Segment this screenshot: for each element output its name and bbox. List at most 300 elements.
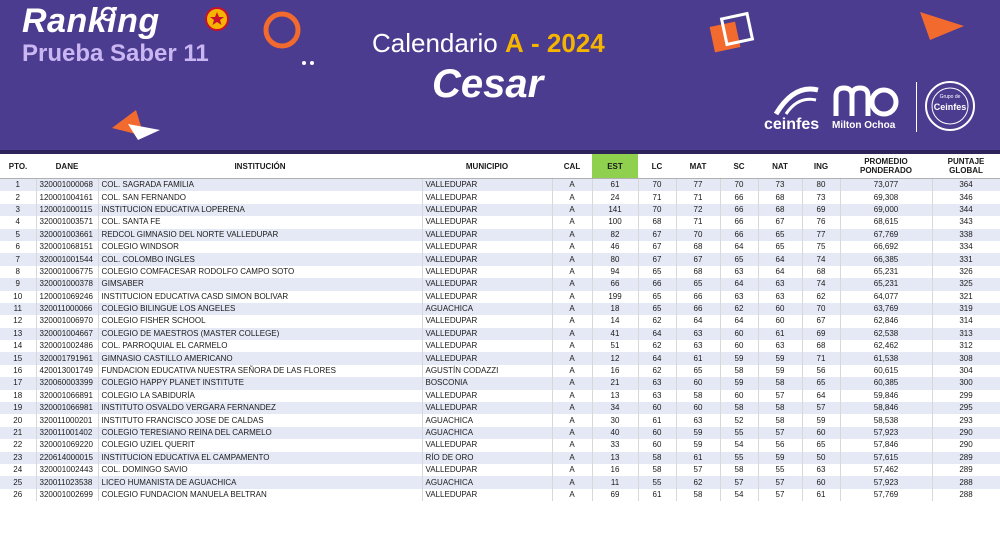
table-cell: VALLEDUPAR [422, 204, 552, 216]
column-header[interactable]: INSTITUCIÓN [98, 154, 422, 179]
table-cell: 289 [932, 464, 1000, 476]
table-cell: 70 [638, 179, 676, 192]
table-cell: 66,385 [840, 253, 932, 265]
table-cell: 326 [932, 266, 1000, 278]
table-cell: 57 [758, 489, 802, 501]
table-cell: 20 [0, 414, 36, 426]
table-cell: 343 [932, 216, 1000, 228]
table-cell: REDCOL GIMNASIO DEL NORTE VALLEDUPAR [98, 229, 422, 241]
table-cell: 65 [638, 266, 676, 278]
table-cell: 62,846 [840, 315, 932, 327]
calendario-label: Calendario [372, 28, 498, 58]
table-cell: 68 [676, 266, 720, 278]
table-cell: FUNDACION EDUCATIVA NUESTRA SEÑORA DE LAS FLORES [98, 365, 422, 377]
table-cell: 25 [0, 476, 36, 488]
table-cell: 60 [758, 315, 802, 327]
table-cell: 59 [676, 439, 720, 451]
table-cell: 65,231 [840, 266, 932, 278]
table-row[interactable] [0, 452, 1000, 464]
table-cell: 72 [676, 204, 720, 216]
table-row[interactable] [0, 464, 1000, 476]
table-cell: 15 [0, 352, 36, 364]
table-cell: 17 [0, 377, 36, 389]
table-cell: VALLEDUPAR [422, 229, 552, 241]
table-cell: 52 [720, 414, 758, 426]
table-cell: 1 [0, 179, 36, 192]
table-cell: 63 [758, 291, 802, 303]
table-cell: COL. SAN FERNANDO [98, 191, 422, 203]
table-cell: 59 [720, 377, 758, 389]
column-header[interactable]: MUNICIPIO [422, 154, 552, 179]
table-cell: VALLEDUPAR [422, 489, 552, 501]
table-cell: INSTITUCION EDUCATIVA LOPERENA [98, 204, 422, 216]
table-cell: 70 [676, 229, 720, 241]
seal-main-text: Ceinfes [933, 102, 967, 112]
table-cell: VALLEDUPAR [422, 291, 552, 303]
table-cell: 295 [932, 402, 1000, 414]
decorative-triangle-icon [910, 8, 970, 44]
table-cell: 58 [758, 377, 802, 389]
table-cell: 64 [720, 241, 758, 253]
table-cell: AGUACHICA [422, 476, 552, 488]
table-cell: 63 [758, 340, 802, 352]
table-cell: 66 [720, 229, 758, 241]
table-cell: 57,615 [840, 452, 932, 464]
table-cell: 13 [592, 452, 638, 464]
table-cell: 68 [758, 191, 802, 203]
table-cell: COL. SANTA FE [98, 216, 422, 228]
prueba-subtitle: Prueba Saber 11 [22, 40, 209, 67]
table-cell: 320011000066 [36, 303, 98, 315]
table-row[interactable] [0, 377, 1000, 389]
table-cell: 64 [676, 315, 720, 327]
table-cell: 58 [758, 414, 802, 426]
table-cell: 57 [758, 476, 802, 488]
table-cell: COLEGIO LA SABIDURÍA [98, 390, 422, 402]
table-row[interactable] [0, 266, 1000, 278]
table-cell: 73 [802, 191, 840, 203]
table-cell: A [552, 278, 592, 290]
table-cell: 67 [638, 241, 676, 253]
table-cell: VALLEDUPAR [422, 390, 552, 402]
table-cell: GIMNASIO CASTILLO AMERICANO [98, 352, 422, 364]
table-cell: 63,769 [840, 303, 932, 315]
table-row[interactable] [0, 241, 1000, 253]
table-cell: A [552, 253, 592, 265]
table-cell: RÍO DE ORO [422, 452, 552, 464]
table-cell: AGUACHICA [422, 303, 552, 315]
table-cell: 120001004161 [36, 191, 98, 203]
table-cell: 65 [720, 253, 758, 265]
table-cell: 33 [592, 439, 638, 451]
table-row[interactable] [0, 303, 1000, 315]
table-cell: 65 [758, 241, 802, 253]
table-cell: 62 [676, 476, 720, 488]
table-cell: 220614000015 [36, 452, 98, 464]
table-cell: 334 [932, 241, 1000, 253]
table-cell: 65,231 [840, 278, 932, 290]
table-cell: 30 [592, 414, 638, 426]
table-cell: 58 [638, 464, 676, 476]
milton-ochoa-logo-icon [832, 84, 902, 120]
table-cell: 346 [932, 191, 1000, 203]
table-cell: 58 [676, 489, 720, 501]
table-cell: 3 [0, 204, 36, 216]
table-cell: INSTITUTO FRANCISCO JOSE DE CALDAS [98, 414, 422, 426]
table-cell: 64,077 [840, 291, 932, 303]
table-row[interactable] [0, 253, 1000, 265]
column-header[interactable]: NAT [758, 154, 802, 179]
table-cell: COL. PARROQUIAL EL CARMELO [98, 340, 422, 352]
table-row[interactable] [0, 291, 1000, 303]
column-header[interactable]: MAT [676, 154, 720, 179]
table-cell: VALLEDUPAR [422, 253, 552, 265]
table-row[interactable] [0, 278, 1000, 290]
table-row[interactable] [0, 365, 1000, 377]
table-cell: 55 [720, 427, 758, 439]
calendario-year: 2024 [546, 28, 605, 58]
table-cell: 66 [676, 291, 720, 303]
table-cell: AGUSTÍN CODAZZI [422, 365, 552, 377]
table-cell: 290 [932, 439, 1000, 451]
table-cell: 9 [0, 278, 36, 290]
header-banner [0, 0, 1000, 154]
table-cell: 58,846 [840, 402, 932, 414]
table-cell: 290 [932, 427, 1000, 439]
table-cell: 56 [802, 365, 840, 377]
table-row[interactable] [0, 315, 1000, 327]
table-cell: 58 [758, 402, 802, 414]
table-cell: 320001069220 [36, 439, 98, 451]
table-cell: 41 [592, 328, 638, 340]
table-cell: 2 [0, 191, 36, 203]
table-cell: 56 [758, 439, 802, 451]
table-cell: 21 [0, 427, 36, 439]
table-cell: VALLEDUPAR [422, 439, 552, 451]
table-row[interactable] [0, 204, 1000, 216]
table-row[interactable] [0, 328, 1000, 340]
table-cell: AGUACHICA [422, 427, 552, 439]
table-cell: 58 [638, 452, 676, 464]
table-cell: 13 [592, 390, 638, 402]
table-cell: 63 [758, 278, 802, 290]
table-cell: 65 [758, 229, 802, 241]
table-cell: 364 [932, 179, 1000, 192]
table-cell: 331 [932, 253, 1000, 265]
table-cell: VALLEDUPAR [422, 179, 552, 192]
table-row[interactable] [0, 476, 1000, 488]
table-cell: A [552, 352, 592, 364]
table-cell: INSTITUCION EDUCATIVA EL CAMPAMENTO [98, 452, 422, 464]
table-cell: 69 [592, 489, 638, 501]
table-cell: 12 [592, 352, 638, 364]
table-cell: 66 [720, 216, 758, 228]
table-cell: 16 [592, 464, 638, 476]
table-cell: VALLEDUPAR [422, 191, 552, 203]
table-cell: 320001003661 [36, 229, 98, 241]
table-cell: 300 [932, 377, 1000, 389]
region-title: Cesar [432, 62, 544, 106]
table-cell: 314 [932, 315, 1000, 327]
table-cell: 23 [0, 452, 36, 464]
table-cell: A [552, 204, 592, 216]
table-cell: VALLEDUPAR [422, 266, 552, 278]
table-cell: 61 [676, 452, 720, 464]
table-cell: 60 [720, 390, 758, 402]
table-cell: 64 [802, 390, 840, 402]
table-row[interactable] [0, 179, 1000, 192]
table-cell: 61 [676, 352, 720, 364]
table-cell: 14 [592, 315, 638, 327]
table-cell: 71 [802, 352, 840, 364]
table-cell: 344 [932, 204, 1000, 216]
table-cell: GIMSABER [98, 278, 422, 290]
table-cell: 63 [676, 340, 720, 352]
table-cell: 320001003571 [36, 216, 98, 228]
table-cell: 320001004667 [36, 328, 98, 340]
table-cell: 67,769 [840, 229, 932, 241]
column-header[interactable]: SC [720, 154, 758, 179]
table-cell: 71 [676, 216, 720, 228]
decorative-triangle-icon [108, 106, 164, 142]
table-row[interactable] [0, 191, 1000, 203]
table-cell: 62 [638, 365, 676, 377]
table-cell: 4 [0, 216, 36, 228]
table-cell: 313 [932, 328, 1000, 340]
table-cell: 420013001749 [36, 365, 98, 377]
table-cell: 320001002486 [36, 340, 98, 352]
table-cell: 64 [638, 328, 676, 340]
table-cell: 82 [592, 229, 638, 241]
table-cell: COL. COLOMBO INGLES [98, 253, 422, 265]
table-cell: 63 [720, 291, 758, 303]
table-cell: 320001002699 [36, 489, 98, 501]
table-cell: 288 [932, 489, 1000, 501]
table-body [0, 179, 1000, 502]
table-cell: 73,077 [840, 179, 932, 192]
table-cell: 46 [592, 241, 638, 253]
logos-area [760, 78, 990, 138]
table-cell: 69,000 [840, 204, 932, 216]
table-cell: COLEGIO WINDSOR [98, 241, 422, 253]
seal-top-text: Grupo de [939, 94, 961, 100]
table-cell: 60,385 [840, 377, 932, 389]
table-cell: 66 [638, 278, 676, 290]
table-cell: 63 [676, 414, 720, 426]
table-cell: COLEGIO BILINGUE LOS ANGELES [98, 303, 422, 315]
table-cell: 59 [802, 414, 840, 426]
table-cell: 120001069246 [36, 291, 98, 303]
table-cell: 299 [932, 390, 1000, 402]
table-cell: VALLEDUPAR [422, 241, 552, 253]
table-cell: VALLEDUPAR [422, 340, 552, 352]
table-cell: 61 [592, 179, 638, 192]
table-cell: 75 [802, 241, 840, 253]
table-cell: 61 [802, 489, 840, 501]
table-cell: 62 [802, 291, 840, 303]
table-cell: 64 [720, 315, 758, 327]
table-cell: 57 [758, 427, 802, 439]
ranking-table [0, 154, 1000, 501]
table-cell: COL. DOMINGO SAVIO [98, 464, 422, 476]
logo-divider [916, 82, 917, 132]
table-row[interactable] [0, 439, 1000, 451]
table-cell: 63 [720, 266, 758, 278]
table-cell: 74 [802, 253, 840, 265]
table-cell: VALLEDUPAR [422, 464, 552, 476]
table-cell: 321 [932, 291, 1000, 303]
table-cell: 59,846 [840, 390, 932, 402]
calendario-heading [372, 28, 605, 59]
table-cell: 60 [802, 427, 840, 439]
table-cell: AGUACHICA [422, 414, 552, 426]
table-row[interactable] [0, 402, 1000, 414]
table-cell: 77 [676, 179, 720, 192]
table-cell: 71 [676, 191, 720, 203]
table-cell: 60 [720, 340, 758, 352]
table-cell: 61 [638, 489, 676, 501]
table-cell: A [552, 377, 592, 389]
table-cell: A [552, 266, 592, 278]
table-cell: VALLEDUPAR [422, 216, 552, 228]
column-header[interactable]: PTO. [0, 154, 36, 179]
table-cell: A [552, 291, 592, 303]
milton-ochoa-logo-text: Milton Ochoa [832, 120, 896, 131]
table-cell: 320011023538 [36, 476, 98, 488]
table-row[interactable] [0, 489, 1000, 501]
table-cell: 55 [720, 452, 758, 464]
table-cell: A [552, 328, 592, 340]
table-cell: 57,923 [840, 427, 932, 439]
table-cell: A [552, 427, 592, 439]
table-cell: BOSCONIA [422, 377, 552, 389]
table-cell: 320001006970 [36, 315, 98, 327]
column-header-est[interactable]: EST [592, 154, 638, 179]
table-cell: 59 [758, 352, 802, 364]
table-cell: 11 [592, 476, 638, 488]
table-cell: 60 [720, 328, 758, 340]
table-header-row [0, 154, 1000, 179]
table-cell: 65 [638, 303, 676, 315]
table-cell: 64 [638, 352, 676, 364]
table-row[interactable] [0, 427, 1000, 439]
table-cell: 54 [720, 439, 758, 451]
table-cell: 60 [758, 303, 802, 315]
table-cell: A [552, 365, 592, 377]
table-cell: 16 [0, 365, 36, 377]
table-cell: 65 [802, 439, 840, 451]
table-cell: 57,923 [840, 476, 932, 488]
table-cell: 70 [638, 204, 676, 216]
table-cell: 293 [932, 414, 1000, 426]
table-cell: 61,538 [840, 352, 932, 364]
table-cell: 61 [758, 328, 802, 340]
table-cell: 68 [802, 266, 840, 278]
table-cell: 58 [720, 464, 758, 476]
column-header[interactable]: CAL [552, 154, 592, 179]
table-cell: VALLEDUPAR [422, 352, 552, 364]
table-cell: 62,538 [840, 328, 932, 340]
table-row[interactable] [0, 352, 1000, 364]
table-cell: 71 [638, 191, 676, 203]
table-cell: 40 [592, 427, 638, 439]
table-cell: 68 [758, 204, 802, 216]
table-cell: 77 [802, 229, 840, 241]
table-cell: 80 [592, 253, 638, 265]
table-cell: 57 [720, 476, 758, 488]
table-cell: A [552, 229, 592, 241]
table-cell: 320001002443 [36, 464, 98, 476]
column-header[interactable]: PROMEDIO PONDERADO [840, 154, 932, 179]
table-row[interactable] [0, 216, 1000, 228]
table-cell: 58 [720, 365, 758, 377]
table-cell: 24 [0, 464, 36, 476]
table-row[interactable] [0, 340, 1000, 352]
table-cell: 289 [932, 452, 1000, 464]
table-cell: A [552, 303, 592, 315]
table-cell: 68 [802, 340, 840, 352]
table-cell: 55 [638, 476, 676, 488]
table-cell: 24 [592, 191, 638, 203]
table-row[interactable] [0, 229, 1000, 241]
table-cell: 67 [758, 216, 802, 228]
table-cell: 13 [0, 328, 36, 340]
table-cell: 80 [802, 179, 840, 192]
column-header[interactable]: ING [802, 154, 840, 179]
table-cell: 57,846 [840, 439, 932, 451]
table-cell: 63 [802, 464, 840, 476]
table-cell: 18 [592, 303, 638, 315]
table-cell: 66 [592, 278, 638, 290]
table-cell: A [552, 402, 592, 414]
table-cell: 320001001544 [36, 253, 98, 265]
table-cell: 312 [932, 340, 1000, 352]
table-cell: 18 [0, 390, 36, 402]
table-cell: 60 [676, 402, 720, 414]
table-cell: 320001000068 [36, 179, 98, 192]
table-cell: 22 [0, 439, 36, 451]
table-row[interactable] [0, 414, 1000, 426]
decorative-squares-icon [708, 10, 762, 60]
table-cell: 55 [758, 464, 802, 476]
table-cell: 59 [676, 427, 720, 439]
table-cell: 14 [0, 340, 36, 352]
table-cell: INSTITUCION EDUCATIVA CASD SIMON BOLIVAR [98, 291, 422, 303]
table-cell: COLEGIO TERESIANO REINA DEL CARMELO [98, 427, 422, 439]
column-header[interactable]: LC [638, 154, 676, 179]
table-cell: 16 [592, 365, 638, 377]
table-cell: LICEO HUMANISTA DE AGUACHICA [98, 476, 422, 488]
table-cell: 26 [0, 489, 36, 501]
table-cell: 67 [638, 253, 676, 265]
column-header[interactable]: PUNTAJE GLOBAL [932, 154, 1000, 179]
table-cell: 320001066981 [36, 402, 98, 414]
table-cell: A [552, 414, 592, 426]
table-cell: 11 [0, 303, 36, 315]
table-cell: 58 [720, 402, 758, 414]
calendario-dash: - [531, 28, 540, 58]
table-cell: 63 [638, 390, 676, 402]
column-header[interactable]: DANE [36, 154, 98, 179]
table-cell: 73 [758, 179, 802, 192]
table-cell: 63 [676, 328, 720, 340]
table-row[interactable] [0, 390, 1000, 402]
table-cell: 57,462 [840, 464, 932, 476]
table-cell: 320011001402 [36, 427, 98, 439]
table-cell: A [552, 179, 592, 192]
table-cell: A [552, 452, 592, 464]
table-cell: 60 [638, 402, 676, 414]
